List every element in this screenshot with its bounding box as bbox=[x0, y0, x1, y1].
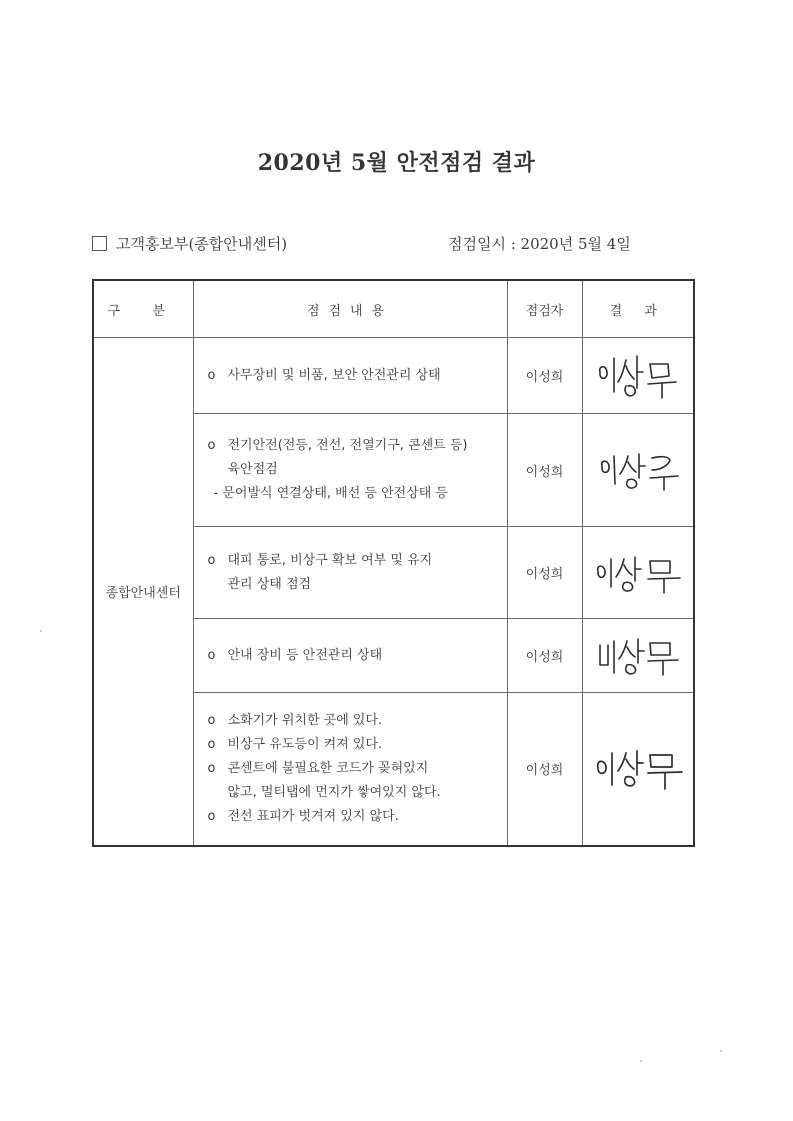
inspector-cell: 이성희 bbox=[507, 619, 582, 693]
signature-image bbox=[590, 348, 686, 404]
content-cell: o 대피 통로, 비상구 확보 여부 및 유지 관리 상태 점검 bbox=[193, 527, 507, 619]
header-category: 구 분 bbox=[93, 280, 193, 338]
check-item: o 대피 통로, 비상구 확보 여부 및 유지 bbox=[208, 549, 499, 573]
inspector-cell: 이성희 bbox=[507, 338, 582, 414]
signature-image bbox=[588, 549, 688, 597]
scan-speck bbox=[720, 1050, 722, 1052]
inspector-cell: 이성희 bbox=[507, 693, 582, 846]
scan-speck bbox=[40, 630, 42, 632]
signature-cell bbox=[582, 527, 694, 619]
bullet-icon: o bbox=[207, 438, 216, 453]
content-cell bbox=[193, 619, 507, 693]
bullet-icon: o bbox=[207, 736, 216, 752]
bullet-icon: o bbox=[207, 647, 216, 663]
inspection-table bbox=[92, 279, 695, 847]
content-cell: o 소화기가 위치한 곳에 있다. o 비상구 유도등이 켜져 있다. o 콘센트에 불필요한 코드가 꽂혀있지 않고, 멀티탭에 먼지가 쌓여있지 않다. o 전선 표피가 벗겨져 있지 않다. bbox=[193, 693, 507, 846]
content-cell bbox=[193, 338, 507, 414]
check-item: o 사무장비 및 비품, 보안 안전관리 상태 bbox=[208, 364, 499, 388]
signature-cell bbox=[582, 693, 694, 846]
header-inspector: 점검자 bbox=[507, 280, 582, 338]
check-item: o 전선 표피가 벗겨져 있지 않다. bbox=[208, 805, 499, 829]
signature-image bbox=[590, 444, 686, 496]
signature-cell bbox=[582, 338, 694, 414]
signature-cell bbox=[582, 619, 694, 693]
inspector-cell: 이성희 bbox=[507, 414, 582, 527]
check-item: o 안내 장비 등 안전관리 상태 bbox=[208, 644, 499, 668]
bullet-icon: o bbox=[207, 712, 216, 728]
signature-image bbox=[588, 743, 688, 795]
bullet-icon: o bbox=[207, 808, 216, 824]
signature-image bbox=[590, 631, 686, 681]
signature-cell bbox=[582, 414, 694, 527]
header-content: 점검내용 bbox=[193, 280, 507, 338]
check-item: o 소화기가 위치한 곳에 있다. bbox=[208, 709, 499, 733]
department-name: 고객홍보부(종합안내센터) bbox=[116, 235, 288, 253]
department-checkbox[interactable] bbox=[92, 236, 107, 251]
check-item: o 전기안전(전등, 전선, 전열기구, 콘센트 등) bbox=[208, 434, 499, 458]
document-title: 2020년 5월 안전점검 결과 bbox=[257, 150, 536, 176]
inspection-date: 점검일시 : 2020년 5월 4일 bbox=[448, 235, 631, 253]
category-cell: 종합안내센터 bbox=[93, 338, 193, 846]
table-header-row bbox=[93, 280, 694, 338]
table-row bbox=[93, 338, 694, 414]
inspector-cell: 이성희 bbox=[507, 527, 582, 619]
content-cell: o 전기안전(전등, 전선, 전열기구, 콘센트 등) 육안점검 - 문어발식 연결상태, 배선 등 안전상태 등 bbox=[193, 414, 507, 527]
department-line bbox=[92, 233, 287, 254]
bullet-icon: o bbox=[207, 367, 216, 383]
bullet-icon: o bbox=[207, 552, 216, 568]
check-item: o 비상구 유도등이 켜져 있다. bbox=[208, 733, 499, 757]
bullet-icon: o bbox=[207, 760, 216, 776]
header-result: 결 과 bbox=[582, 280, 694, 338]
check-item: o 콘센트에 불필요한 코드가 꽂혀있지 bbox=[208, 757, 499, 781]
scan-speck bbox=[640, 1060, 642, 1062]
